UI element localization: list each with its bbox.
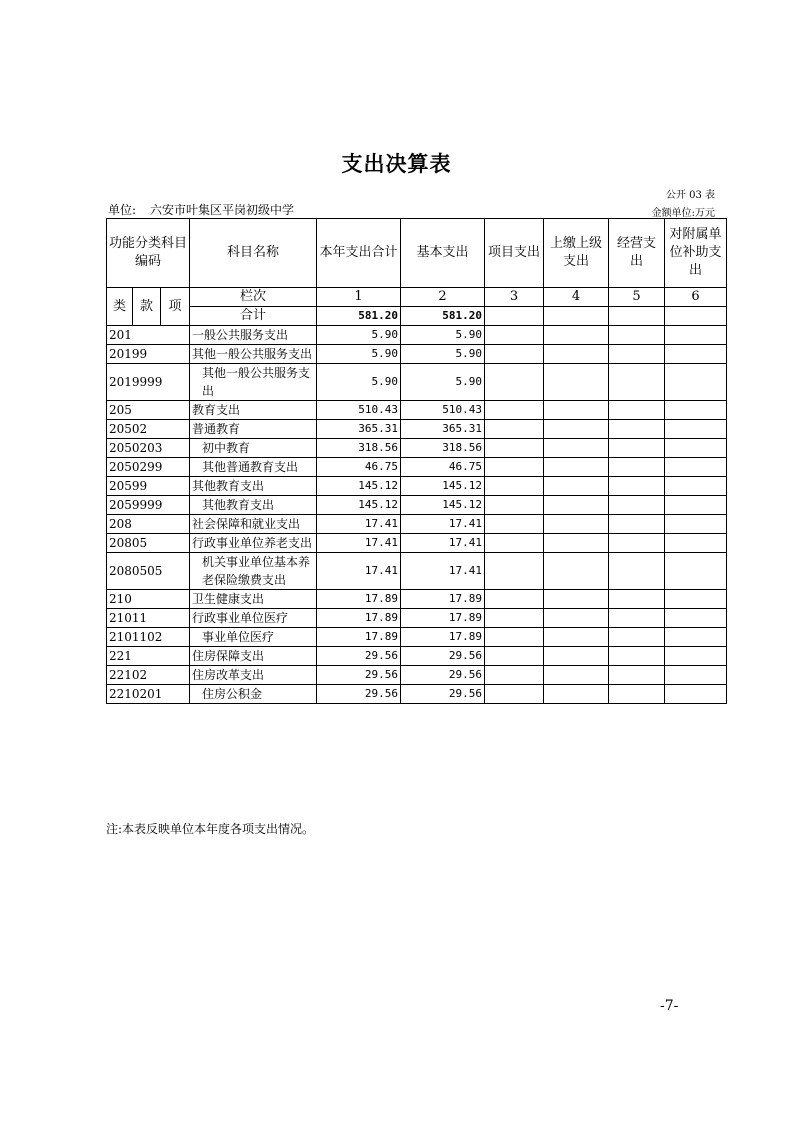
table-row	[107, 515, 727, 534]
col-number-2: 2	[401, 288, 485, 307]
empty-cell	[485, 685, 544, 704]
table-row	[107, 666, 727, 685]
col-number-3: 3	[485, 288, 544, 307]
table-row	[107, 326, 727, 345]
row-code: 2101102	[107, 628, 190, 647]
empty-cell	[665, 326, 727, 345]
empty-cell	[485, 647, 544, 666]
row-subject-name: 一般公共服务支出	[190, 326, 317, 345]
empty-cell	[609, 477, 665, 496]
data-rows	[107, 326, 727, 704]
empty-cell	[485, 477, 544, 496]
empty-cell	[609, 628, 665, 647]
row-code: 20805	[107, 534, 190, 553]
empty-cell	[609, 326, 665, 345]
row-total: 5.90	[317, 364, 401, 401]
empty-cell	[544, 647, 609, 666]
row-code: 210	[107, 590, 190, 609]
empty-cell	[544, 307, 609, 326]
row-basic: 17.89	[401, 590, 485, 609]
empty-cell	[665, 628, 727, 647]
empty-cell	[485, 458, 544, 477]
header-lei: 类	[107, 288, 133, 326]
empty-cell	[665, 685, 727, 704]
empty-cell	[544, 609, 609, 628]
empty-cell	[665, 345, 727, 364]
row-subject-name: 其他教育支出	[190, 496, 317, 515]
row-subject-name: 行政事业单位医疗	[190, 609, 317, 628]
empty-cell	[485, 496, 544, 515]
row-basic: 17.89	[401, 628, 485, 647]
row-total: 365.31	[317, 420, 401, 439]
empty-cell	[544, 458, 609, 477]
row-code: 20599	[107, 477, 190, 496]
empty-cell	[665, 647, 727, 666]
empty-cell	[544, 364, 609, 401]
empty-cell	[544, 420, 609, 439]
row-total: 46.75	[317, 458, 401, 477]
row-subject-name: 其他一般公共服务支出	[190, 345, 317, 364]
empty-cell	[544, 685, 609, 704]
table-row	[107, 685, 727, 704]
empty-cell	[665, 515, 727, 534]
header-subsidy: 对附属单位补助支出	[665, 219, 727, 288]
unit-label: 单位:	[108, 203, 137, 217]
empty-cell	[665, 553, 727, 590]
empty-cell	[665, 420, 727, 439]
row-basic: 17.41	[401, 534, 485, 553]
empty-cell	[544, 401, 609, 420]
row-code: 2210201	[107, 685, 190, 704]
empty-cell	[485, 515, 544, 534]
empty-cell	[544, 590, 609, 609]
empty-cell	[609, 590, 665, 609]
table-row	[107, 647, 727, 666]
empty-cell	[665, 307, 727, 326]
row-basic: 29.56	[401, 685, 485, 704]
empty-cell	[665, 609, 727, 628]
table-row	[107, 496, 727, 515]
row-subject-name: 社会保障和就业支出	[190, 515, 317, 534]
row-basic: 318.56	[401, 439, 485, 458]
empty-cell	[609, 534, 665, 553]
header-lanci: 栏次	[190, 288, 317, 307]
row-basic: 29.56	[401, 666, 485, 685]
row-total: 29.56	[317, 647, 401, 666]
row-subject-name: 住房公积金	[190, 685, 317, 704]
table-row	[107, 420, 727, 439]
empty-cell	[665, 401, 727, 420]
col-number-1: 1	[317, 288, 401, 307]
empty-cell	[609, 666, 665, 685]
total-amount: 581.20	[317, 307, 401, 326]
empty-cell	[544, 628, 609, 647]
empty-cell	[544, 553, 609, 590]
row-code: 221	[107, 647, 190, 666]
row-total: 5.90	[317, 345, 401, 364]
row-subject-name: 初中教育	[190, 439, 317, 458]
empty-cell	[544, 326, 609, 345]
table-row	[107, 458, 727, 477]
row-code: 2019999	[107, 364, 190, 401]
empty-cell	[609, 307, 665, 326]
empty-cell	[609, 647, 665, 666]
row-code: 2080505	[107, 553, 190, 590]
row-code: 208	[107, 515, 190, 534]
row-basic: 5.90	[401, 364, 485, 401]
table-row	[107, 439, 727, 458]
table-row	[107, 477, 727, 496]
row-code: 201	[107, 326, 190, 345]
row-subject-name: 其他教育支出	[190, 477, 317, 496]
empty-cell	[609, 496, 665, 515]
col-number-5: 5	[609, 288, 665, 307]
row-total: 29.56	[317, 666, 401, 685]
row-total: 17.41	[317, 515, 401, 534]
row-total: 318.56	[317, 439, 401, 458]
row-basic: 365.31	[401, 420, 485, 439]
row-basic: 46.75	[401, 458, 485, 477]
row-total: 17.89	[317, 628, 401, 647]
table-row	[107, 345, 727, 364]
table-row	[107, 628, 727, 647]
row-basic: 17.41	[401, 515, 485, 534]
row-total: 29.56	[317, 685, 401, 704]
row-subject-name: 教育支出	[190, 401, 317, 420]
table-row	[107, 553, 727, 590]
row-subject-name: 其他普通教育支出	[190, 458, 317, 477]
col-number-4: 4	[544, 288, 609, 307]
empty-cell	[485, 609, 544, 628]
row-basic: 17.89	[401, 609, 485, 628]
empty-cell	[544, 515, 609, 534]
table-row	[107, 609, 727, 628]
header-func-code: 功能分类科目编码	[107, 219, 190, 288]
empty-cell	[485, 420, 544, 439]
row-total: 5.90	[317, 326, 401, 345]
row-total: 17.89	[317, 609, 401, 628]
row-basic: 29.56	[401, 647, 485, 666]
row-total: 17.89	[317, 590, 401, 609]
table-row	[107, 364, 727, 401]
empty-cell	[609, 609, 665, 628]
row-subject-name: 住房保障支出	[190, 647, 317, 666]
empty-cell	[485, 534, 544, 553]
row-basic: 510.43	[401, 401, 485, 420]
empty-cell	[665, 496, 727, 515]
empty-cell	[485, 326, 544, 345]
header-total: 本年支出合计	[317, 219, 401, 288]
empty-cell	[609, 401, 665, 420]
empty-cell	[665, 534, 727, 553]
empty-cell	[485, 628, 544, 647]
row-code: 21011	[107, 609, 190, 628]
table-note: 注:本表反映单位本年度各项支出情况。	[106, 822, 315, 836]
row-subject-name: 行政事业单位养老支出	[190, 534, 317, 553]
empty-cell	[665, 458, 727, 477]
empty-cell	[609, 515, 665, 534]
row-total: 17.41	[317, 553, 401, 590]
empty-cell	[665, 439, 727, 458]
row-basic: 5.90	[401, 326, 485, 345]
empty-cell	[544, 496, 609, 515]
row-subject-name: 普通教育	[190, 420, 317, 439]
expenditure-table	[106, 218, 727, 704]
row-code: 2050203	[107, 439, 190, 458]
row-subject-name: 机关事业单位基本养老保险缴费支出	[190, 553, 317, 590]
col-number-6: 6	[665, 288, 727, 307]
empty-cell	[609, 439, 665, 458]
amount-unit: 金额单位:万元	[651, 208, 715, 219]
row-code: 20199	[107, 345, 190, 364]
empty-cell	[609, 345, 665, 364]
row-code: 205	[107, 401, 190, 420]
empty-cell	[544, 477, 609, 496]
header-kuan: 款	[133, 288, 161, 326]
empty-cell	[665, 364, 727, 401]
unit-line	[108, 201, 294, 218]
table-row	[107, 401, 727, 420]
table-row	[107, 534, 727, 553]
row-code: 20502	[107, 420, 190, 439]
empty-cell	[544, 666, 609, 685]
empty-cell	[485, 401, 544, 420]
row-basic: 145.12	[401, 477, 485, 496]
header-subject-name: 科目名称	[190, 219, 317, 288]
row-basic: 145.12	[401, 496, 485, 515]
table-row	[107, 590, 727, 609]
row-basic: 5.90	[401, 345, 485, 364]
empty-cell	[544, 534, 609, 553]
total-label: 合计	[190, 307, 317, 326]
row-subject-name: 事业单位医疗	[190, 628, 317, 647]
header-row	[107, 219, 727, 288]
empty-cell	[609, 553, 665, 590]
row-code: 2050299	[107, 458, 190, 477]
header-remit: 上缴上级支出	[544, 219, 609, 288]
empty-cell	[665, 477, 727, 496]
empty-cell	[485, 307, 544, 326]
total-row	[107, 307, 727, 326]
row-subject-name: 住房改革支出	[190, 666, 317, 685]
column-number-row	[107, 288, 727, 307]
row-code: 2059999	[107, 496, 190, 515]
empty-cell	[665, 590, 727, 609]
header-basic: 基本支出	[401, 219, 485, 288]
empty-cell	[609, 420, 665, 439]
row-basic: 17.41	[401, 553, 485, 590]
row-code: 22102	[107, 666, 190, 685]
row-total: 510.43	[317, 401, 401, 420]
empty-cell	[609, 685, 665, 704]
empty-cell	[609, 458, 665, 477]
empty-cell	[485, 364, 544, 401]
empty-cell	[544, 345, 609, 364]
empty-cell	[665, 666, 727, 685]
empty-cell	[609, 364, 665, 401]
row-subject-name: 卫生健康支出	[190, 590, 317, 609]
empty-cell	[485, 345, 544, 364]
total-basic: 581.20	[401, 307, 485, 326]
row-subject-name: 其他一般公共服务支出	[190, 364, 317, 401]
row-total: 145.12	[317, 477, 401, 496]
header-xiang: 项	[161, 288, 190, 326]
empty-cell	[485, 553, 544, 590]
empty-cell	[485, 666, 544, 685]
row-total: 145.12	[317, 496, 401, 515]
form-code: 公开 03 表	[665, 190, 715, 201]
empty-cell	[485, 590, 544, 609]
empty-cell	[485, 439, 544, 458]
header-project: 项目支出	[485, 219, 544, 288]
page-number: -7-	[660, 998, 679, 1014]
header-operating: 经营支出	[609, 219, 665, 288]
row-total: 17.41	[317, 534, 401, 553]
page-title: 支出决算表	[341, 152, 452, 176]
unit-name: 六安市叶集区平岗初级中学	[150, 203, 295, 217]
empty-cell	[544, 439, 609, 458]
